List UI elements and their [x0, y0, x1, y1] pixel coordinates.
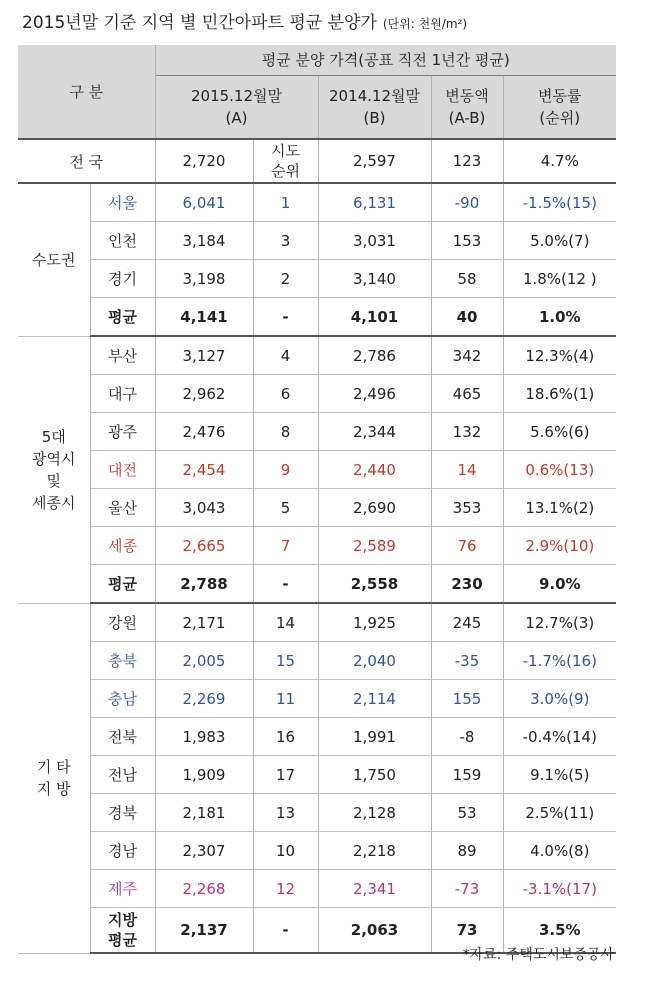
cell-a: 2,476: [155, 413, 253, 451]
region-name: 평균: [90, 565, 155, 604]
cell-a: 2,171: [155, 603, 253, 642]
cell-rate: -3.1%(17): [503, 870, 616, 908]
cell-a: 1,909: [155, 756, 253, 794]
cell-rate: 3.5%: [503, 908, 616, 954]
cell-rate: 4.0%(8): [503, 832, 616, 870]
cell-b: 1,750: [318, 756, 431, 794]
group-metro: [18, 336, 90, 603]
cell-rate: -0.4%(14): [503, 718, 616, 756]
group-other-line2: 지 방: [36, 780, 71, 798]
cell-rank: 6: [253, 375, 318, 413]
cell-a: 3,198: [155, 260, 253, 298]
cell-chg: 58: [431, 260, 503, 298]
cell-b: 2,589: [318, 527, 431, 565]
region-name-line1: 지방: [108, 911, 137, 929]
cell-rank: 7: [253, 527, 318, 565]
unit-label: (단위: 천원/m²): [382, 17, 468, 31]
region-name: 울산: [90, 489, 155, 527]
cell-b: 2,440: [318, 451, 431, 489]
region-name: 충남: [90, 680, 155, 718]
table-row: [18, 336, 616, 375]
region-name: 인천: [90, 222, 155, 260]
table-row: [18, 832, 616, 870]
cell-rate: -1.7%(16): [503, 642, 616, 680]
cell-b: 2,341: [318, 870, 431, 908]
region-name: 경기: [90, 260, 155, 298]
table-row: [18, 794, 616, 832]
header-col-chg-line1: 변동액: [445, 86, 489, 105]
header-col-a-line2: (A): [225, 108, 248, 127]
cell-rank: 5: [253, 489, 318, 527]
cell-a: 1,983: [155, 718, 253, 756]
cell-rank: 16: [253, 718, 318, 756]
table-row: [18, 603, 616, 642]
cell-rate: 9.1%(5): [503, 756, 616, 794]
cell-rate: 2.9%(10): [503, 527, 616, 565]
cell-a: 2,454: [155, 451, 253, 489]
cell-a: 3,043: [155, 489, 253, 527]
header-col-rate-line2: (순위): [539, 108, 581, 127]
region-name: 제주: [90, 870, 155, 908]
cell-chg: 342: [431, 336, 503, 375]
region-name: [90, 908, 155, 954]
cell-rank: 17: [253, 756, 318, 794]
national-row: [18, 139, 616, 183]
cell-rate: 13.1%(2): [503, 489, 616, 527]
national-b: 2,597: [318, 139, 431, 183]
cell-b: 2,344: [318, 413, 431, 451]
cell-chg: 14: [431, 451, 503, 489]
header-group: 구 분: [18, 45, 155, 139]
cell-rate: 2.5%(11): [503, 794, 616, 832]
group-metro-line4: 세종시: [32, 493, 76, 512]
region-name: 전북: [90, 718, 155, 756]
group-metro-line1: 5대: [41, 427, 66, 446]
cell-a: 2,307: [155, 832, 253, 870]
cell-rank: 13: [253, 794, 318, 832]
average-row: [18, 298, 616, 337]
table-row: [18, 222, 616, 260]
table-row: [18, 527, 616, 565]
cell-a: 2,269: [155, 680, 253, 718]
cell-rank: 9: [253, 451, 318, 489]
cell-b: 2,063: [318, 908, 431, 954]
cell-rate: 1.8%(12 ): [503, 260, 616, 298]
table-row: [18, 375, 616, 413]
cell-rank: 10: [253, 832, 318, 870]
cell-chg: -8: [431, 718, 503, 756]
page-title: [22, 8, 467, 33]
cell-chg: 132: [431, 413, 503, 451]
cell-b: 4,101: [318, 298, 431, 337]
cell-rate: 12.7%(3): [503, 603, 616, 642]
cell-b: 2,128: [318, 794, 431, 832]
table-row: [18, 183, 616, 222]
header-row-1: [18, 45, 616, 75]
cell-chg: 89: [431, 832, 503, 870]
cell-rate: 1.0%: [503, 298, 616, 337]
table-row: [18, 870, 616, 908]
group-other: [18, 603, 90, 953]
cell-chg: 53: [431, 794, 503, 832]
cell-b: 2,558: [318, 565, 431, 604]
cell-a: 2,268: [155, 870, 253, 908]
cell-rank: 11: [253, 680, 318, 718]
header-col-rate-line1: 변동률: [538, 86, 582, 105]
cell-a: 2,137: [155, 908, 253, 954]
cell-rate: 0.6%(13): [503, 451, 616, 489]
price-table: [18, 45, 616, 954]
cell-b: 1,991: [318, 718, 431, 756]
cell-rank: 15: [253, 642, 318, 680]
cell-b: 3,140: [318, 260, 431, 298]
cell-b: 2,218: [318, 832, 431, 870]
table-row: [18, 413, 616, 451]
region-name: 부산: [90, 336, 155, 375]
cell-a: 3,184: [155, 222, 253, 260]
cell-chg: -90: [431, 183, 503, 222]
header-col-b-line2: (B): [363, 108, 386, 127]
cell-b: 6,131: [318, 183, 431, 222]
table-row: [18, 642, 616, 680]
group-metro-line2: 광역시: [32, 449, 76, 468]
table-row: [18, 756, 616, 794]
cell-b: 2,496: [318, 375, 431, 413]
cell-chg: 465: [431, 375, 503, 413]
cell-chg: -35: [431, 642, 503, 680]
region-name: 전남: [90, 756, 155, 794]
cell-b: 2,114: [318, 680, 431, 718]
cell-chg: 159: [431, 756, 503, 794]
region-name: 세종: [90, 527, 155, 565]
cell-b: 3,031: [318, 222, 431, 260]
cell-a: 2,665: [155, 527, 253, 565]
cell-rate: 18.6%(1): [503, 375, 616, 413]
cell-a: 4,141: [155, 298, 253, 337]
cell-b: 2,786: [318, 336, 431, 375]
cell-chg: 155: [431, 680, 503, 718]
header-col-b-line1: 2014.12월말: [328, 86, 420, 105]
cell-rate: 12.3%(4): [503, 336, 616, 375]
region-name: 평균: [90, 298, 155, 337]
cell-a: 6,041: [155, 183, 253, 222]
header-col-a: [155, 75, 318, 139]
table-row: [18, 718, 616, 756]
title-text: 2015년말 기준 지역 별 민간아파트 평균 분양가: [22, 13, 377, 33]
region-name: 강원: [90, 603, 155, 642]
national-rate: 4.7%: [503, 139, 616, 183]
cell-a: 3,127: [155, 336, 253, 375]
rank-label-line2: 순위: [271, 162, 300, 180]
region-name: 광주: [90, 413, 155, 451]
cell-rank: -: [253, 298, 318, 337]
cell-rank: 12: [253, 870, 318, 908]
average-row: [18, 565, 616, 604]
table-row: [18, 680, 616, 718]
header-col-chg: [431, 75, 503, 139]
table-row: [18, 451, 616, 489]
header-col-chg-line2: (A-B): [448, 108, 486, 127]
cell-chg: 353: [431, 489, 503, 527]
header-price-group: 평균 분양 가격(공표 직전 1년간 평균): [155, 45, 616, 75]
cell-chg: 245: [431, 603, 503, 642]
header-col-b: [318, 75, 431, 139]
cell-b: 2,040: [318, 642, 431, 680]
cell-rank: 1: [253, 183, 318, 222]
cell-rank: 8: [253, 413, 318, 451]
national-a: 2,720: [155, 139, 253, 183]
region-name: 경북: [90, 794, 155, 832]
region-name: 대전: [90, 451, 155, 489]
group-capital: 수도권: [18, 183, 90, 336]
cell-a: 2,788: [155, 565, 253, 604]
source-note: *자료: 주택도시보증공사: [462, 947, 614, 963]
cell-b: 2,690: [318, 489, 431, 527]
cell-a: 2,181: [155, 794, 253, 832]
region-name: 경남: [90, 832, 155, 870]
cell-rate: 9.0%: [503, 565, 616, 604]
header-col-a-line1: 2015.12월말: [190, 86, 282, 105]
table-row: [18, 260, 616, 298]
cell-rate: 5.6%(6): [503, 413, 616, 451]
region-name: 서울: [90, 183, 155, 222]
cell-rate: -1.5%(15): [503, 183, 616, 222]
cell-chg: 230: [431, 565, 503, 604]
cell-chg: 40: [431, 298, 503, 337]
cell-chg: 153: [431, 222, 503, 260]
rank-label-line1: 시도: [271, 142, 300, 160]
cell-a: 2,962: [155, 375, 253, 413]
cell-rank: 3: [253, 222, 318, 260]
national-chg: 123: [431, 139, 503, 183]
header-col-rate: [503, 75, 616, 139]
group-metro-line3: 및: [46, 471, 61, 490]
cell-rank: 14: [253, 603, 318, 642]
national-label: 전 국: [18, 139, 155, 183]
cell-b: 1,925: [318, 603, 431, 642]
region-name: 대구: [90, 375, 155, 413]
cell-rate: 5.0%(7): [503, 222, 616, 260]
cell-rate: 3.0%(9): [503, 680, 616, 718]
cell-chg: -73: [431, 870, 503, 908]
cell-rank: -: [253, 908, 318, 954]
group-other-line1: 기 타: [36, 758, 71, 776]
cell-rank: 2: [253, 260, 318, 298]
cell-a: 2,005: [155, 642, 253, 680]
cell-chg: 76: [431, 527, 503, 565]
region-name-line2: 평균: [108, 931, 137, 949]
cell-rank: -: [253, 565, 318, 604]
cell-chg: 73: [431, 908, 503, 954]
national-rank-label: [253, 139, 318, 183]
table-row: [18, 489, 616, 527]
cell-rank: 4: [253, 336, 318, 375]
region-name: 충북: [90, 642, 155, 680]
